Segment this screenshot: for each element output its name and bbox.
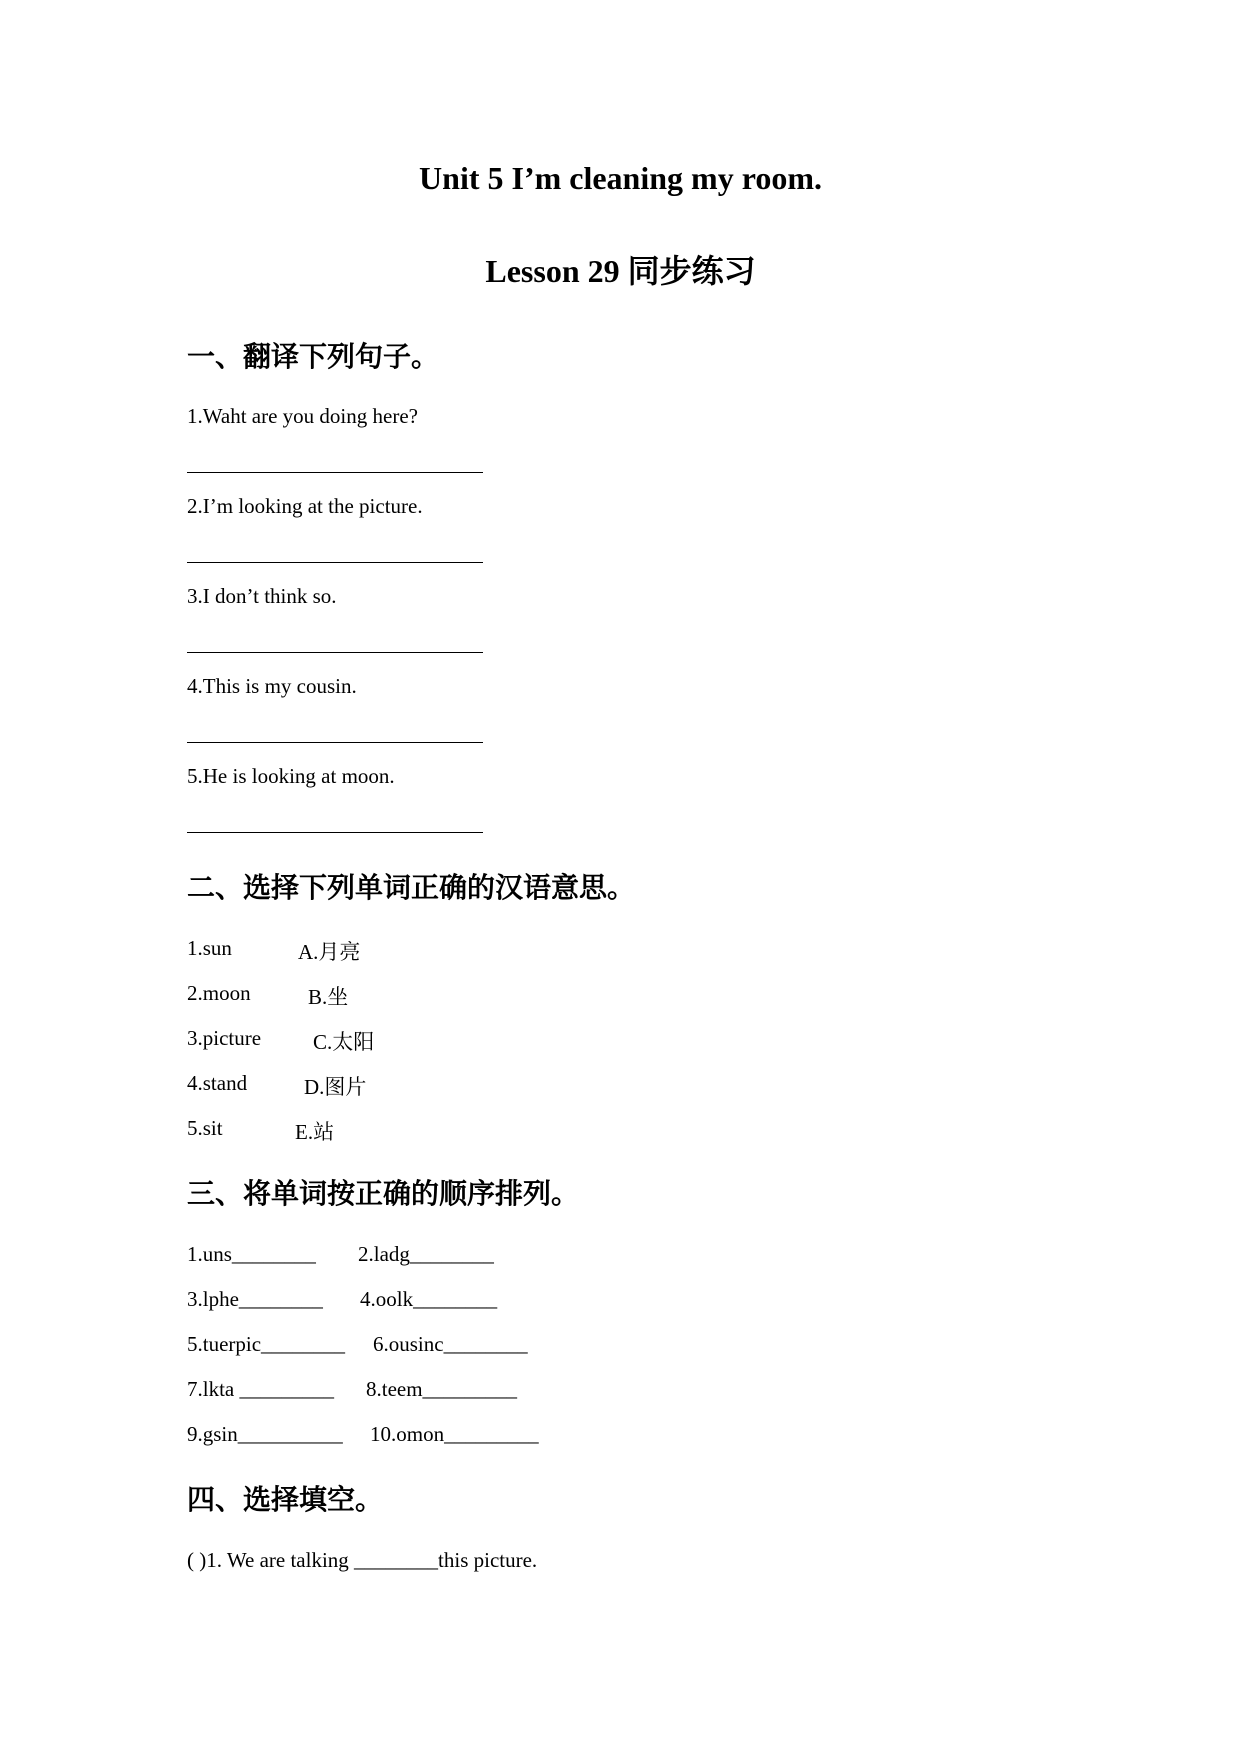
match-word-1: 1.sun — [187, 936, 232, 960]
match-meaning-c: C.太阳 — [313, 1030, 375, 1054]
page-title: Unit 5 I’m cleaning my room. — [419, 160, 822, 196]
unscramble-item-6: 6.ousinc________ — [373, 1332, 528, 1356]
unscramble-item-9: 9.gsin__________ — [187, 1422, 343, 1446]
fill-blank-item-1: ( )1. We are talking ________this picture. — [187, 1548, 538, 1572]
match-meaning-b: B.坐 — [308, 985, 349, 1009]
unscramble-item-5: 5.tuerpic________ — [187, 1332, 346, 1356]
translate-item-3: 3.I don’t think so. — [187, 584, 337, 608]
match-word-4: 4.stand — [187, 1071, 248, 1095]
unscramble-item-10: 10.omon_________ — [370, 1422, 539, 1446]
translate-item-5: 5.He is looking at moon. — [187, 764, 395, 788]
unscramble-item-1: 1.uns________ — [187, 1242, 316, 1266]
match-word-5: 5.sit — [187, 1116, 223, 1140]
match-word-2: 2.moon — [187, 981, 251, 1005]
translate-item-2: 2.I’m looking at the picture. — [187, 494, 423, 518]
unscramble-item-7: 7.lkta _________ — [187, 1377, 334, 1401]
answer-line-2 — [187, 562, 483, 563]
page-subtitle: Lesson 29 同步练习 — [485, 253, 756, 289]
translate-item-4: 4.This is my cousin. — [187, 674, 357, 698]
unscramble-item-4: 4.oolk________ — [360, 1287, 498, 1311]
answer-line-1 — [187, 472, 483, 473]
match-meaning-a: A.月亮 — [298, 940, 361, 964]
answer-line-5 — [187, 832, 483, 833]
answer-line-4 — [187, 742, 483, 743]
translate-item-1: 1.Waht are you doing here? — [187, 404, 418, 428]
match-word-3: 3.picture — [187, 1026, 262, 1050]
answer-line-3 — [187, 652, 483, 653]
unscramble-item-2: 2.ladg________ — [358, 1242, 494, 1266]
section-2-heading: 二、选择下列单词正确的汉语意思。 — [187, 871, 636, 904]
unscramble-item-3: 3.lphe________ — [187, 1287, 323, 1311]
section-4-heading: 四、选择填空。 — [187, 1483, 384, 1516]
section-3-heading: 三、将单词按正确的顺序排列。 — [187, 1177, 580, 1210]
match-meaning-d: D.图片 — [304, 1075, 367, 1099]
unscramble-item-8: 8.teem_________ — [366, 1377, 518, 1401]
match-meaning-e: E.站 — [295, 1120, 335, 1144]
section-1-heading: 一、翻译下列句子。 — [187, 340, 440, 373]
